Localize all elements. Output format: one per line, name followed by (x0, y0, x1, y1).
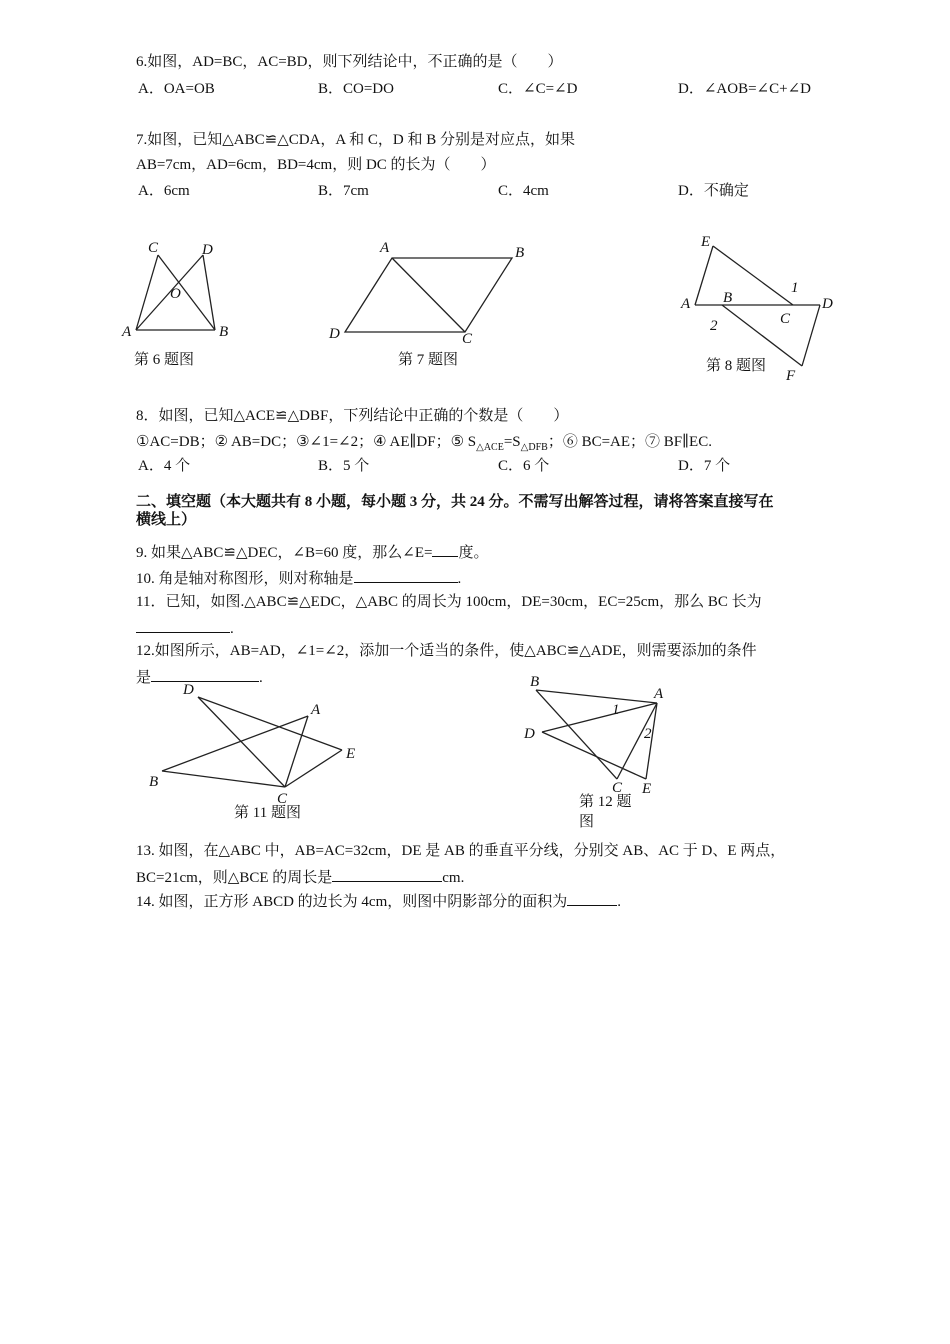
q6-stem: 6.如图，AD=BC，AC=BD，则下列结论中，不正确的是（ ） (136, 54, 563, 70)
q8-eq: =S (503, 434, 521, 450)
fig7-label-a: A (380, 240, 390, 256)
q6-option-b: B．CO=DO (318, 81, 394, 97)
fig8-label-c: C (780, 311, 791, 327)
q14-pre: 14. 如图，正方形 ABCD 的边长为 4cm，则图中阴影部分的面积为 (136, 894, 568, 910)
fig7-label-b: B (515, 245, 525, 261)
fig12-label-c: C (612, 780, 623, 796)
fig11-label-e: E (346, 746, 356, 762)
fig12-edge-de (542, 732, 646, 779)
section2-heading-line1: 二、填空题（本大题共有 8 小题，每小题 3 分，共 24 分。不需写出解答过程，请将答案直接写在 (136, 494, 774, 510)
fig11-label-c: C (277, 791, 288, 807)
q8-option-a: A．4 个 (138, 458, 191, 474)
q13-pre: BC=21cm，则△BCE 的周长是 (136, 870, 333, 886)
fig8-label-e: E (701, 234, 711, 250)
q13-answer-blank[interactable] (332, 866, 442, 882)
q12-post: . (259, 670, 263, 686)
q11-post: . (230, 621, 234, 637)
q6-option-a: A．OA=OB (138, 81, 215, 97)
fig6-label-a: A (122, 324, 132, 340)
q12-line1: 12.如图所示，AB=AD，∠1=∠2，添加一个适当的条件，使△ABC≌△ADE，则需要添加的条件 (136, 643, 757, 659)
fig6-label-o: O (170, 286, 181, 302)
fig12-label-e: E (642, 781, 652, 797)
fig7-label-c: C (462, 331, 473, 347)
q8-stem: 8．如图，已知△ACE≌△DBF，下列结论中正确的个数是（ ） (136, 408, 569, 424)
section2-heading-line2: 横线上） (136, 512, 197, 528)
fig12-label-d: D (524, 726, 535, 742)
fig7-caption: 第 7 题图 (398, 352, 459, 368)
q7-option-d: D．不确定 (678, 183, 749, 199)
fig12-label-b: B (530, 674, 540, 690)
q8-option-c: C．6 个 (498, 458, 550, 474)
fig8-label-2: 2 (710, 318, 718, 334)
q7-option-a: A．6cm (138, 183, 190, 199)
q8-sub-ace: △ACE (476, 442, 504, 453)
q8-sub-dfb: △DFB (520, 442, 548, 453)
q9-post: 度。 (458, 545, 489, 561)
q8-option-b: B．5 个 (318, 458, 370, 474)
q14-post: . (617, 894, 622, 910)
q7-stem-line2: AB=7cm，AD=6cm，BD=4cm，则 DC 的长为（ ） (136, 157, 496, 173)
fig11-label-b: B (149, 774, 159, 790)
fig12-label-a: A (654, 686, 664, 702)
q12-pre: 是 (136, 670, 152, 686)
fig12-caption: 第 12 题图 (579, 794, 632, 830)
fig11-caption: 第 11 题图 (234, 805, 301, 821)
fig12-edge-ba (536, 690, 657, 703)
fig12-label-2: 2 (644, 726, 652, 742)
fig12-edge-da (542, 703, 657, 732)
fig6-label-b: B (219, 324, 229, 340)
q7-option-b: B．7cm (318, 183, 369, 199)
q6-option-c: C．∠C=∠D (498, 81, 578, 97)
q13-post: cm. (442, 870, 465, 886)
q14-answer-blank[interactable] (567, 890, 617, 906)
q8-items-b: ；⑥ BC=AE；⑦ BF∥EC. (547, 434, 712, 450)
q11-line1: 11．已知，如图.△ABC≌△EDC，△ABC 的周长为 100cm，DE=30cm，EC=25cm，那么 BC 长为 (136, 594, 762, 610)
q13-line2 (136, 866, 464, 888)
q8-option-d: D．7 个 (678, 458, 731, 474)
fig6-label-d: D (202, 242, 213, 258)
q13-line1: 13. 如图，在△ABC 中，AB=AC=32cm，DE 是 AB 的垂直平分线，分别交 AB、AC 于 D、E 两点， (136, 843, 786, 859)
q7-option-c: C．4cm (498, 183, 549, 199)
fig11-label-a: A (311, 702, 321, 718)
q10-post: . (457, 571, 462, 587)
q14 (136, 890, 621, 912)
fig7-label-d: D (329, 326, 340, 342)
fig8-label-f: F (786, 368, 796, 384)
fig8-caption: 第 8 题图 (706, 358, 767, 374)
fig8-label-1: 1 (791, 280, 799, 296)
fig8-label-a: A (681, 296, 691, 312)
q6-option-d: D．∠AOB=∠C+∠D (678, 81, 811, 97)
fig8-label-b: B (723, 290, 733, 306)
fig8-label-d: D (822, 296, 833, 312)
q8-items-a: ①AC=DB；② AB=DC；③∠1=∠2；④ AE∥DF；⑤ S (136, 434, 477, 450)
q7-stem-line1: 7.如图，已知△ABC≌△CDA，A 和 C，D 和 B 分别是对应点，如果 (136, 132, 576, 148)
fig6-label-c: C (148, 240, 159, 256)
q10-pre: 10. 角是轴对称图形，则对称轴是 (136, 571, 354, 587)
fig6-caption: 第 6 题图 (134, 352, 195, 368)
q9-pre: 9. 如果△ABC≌△DEC，∠B=60 度，那么∠E= (136, 545, 433, 561)
fig11-label-d: D (183, 682, 194, 698)
fig12-label-1: 1 (612, 702, 620, 718)
